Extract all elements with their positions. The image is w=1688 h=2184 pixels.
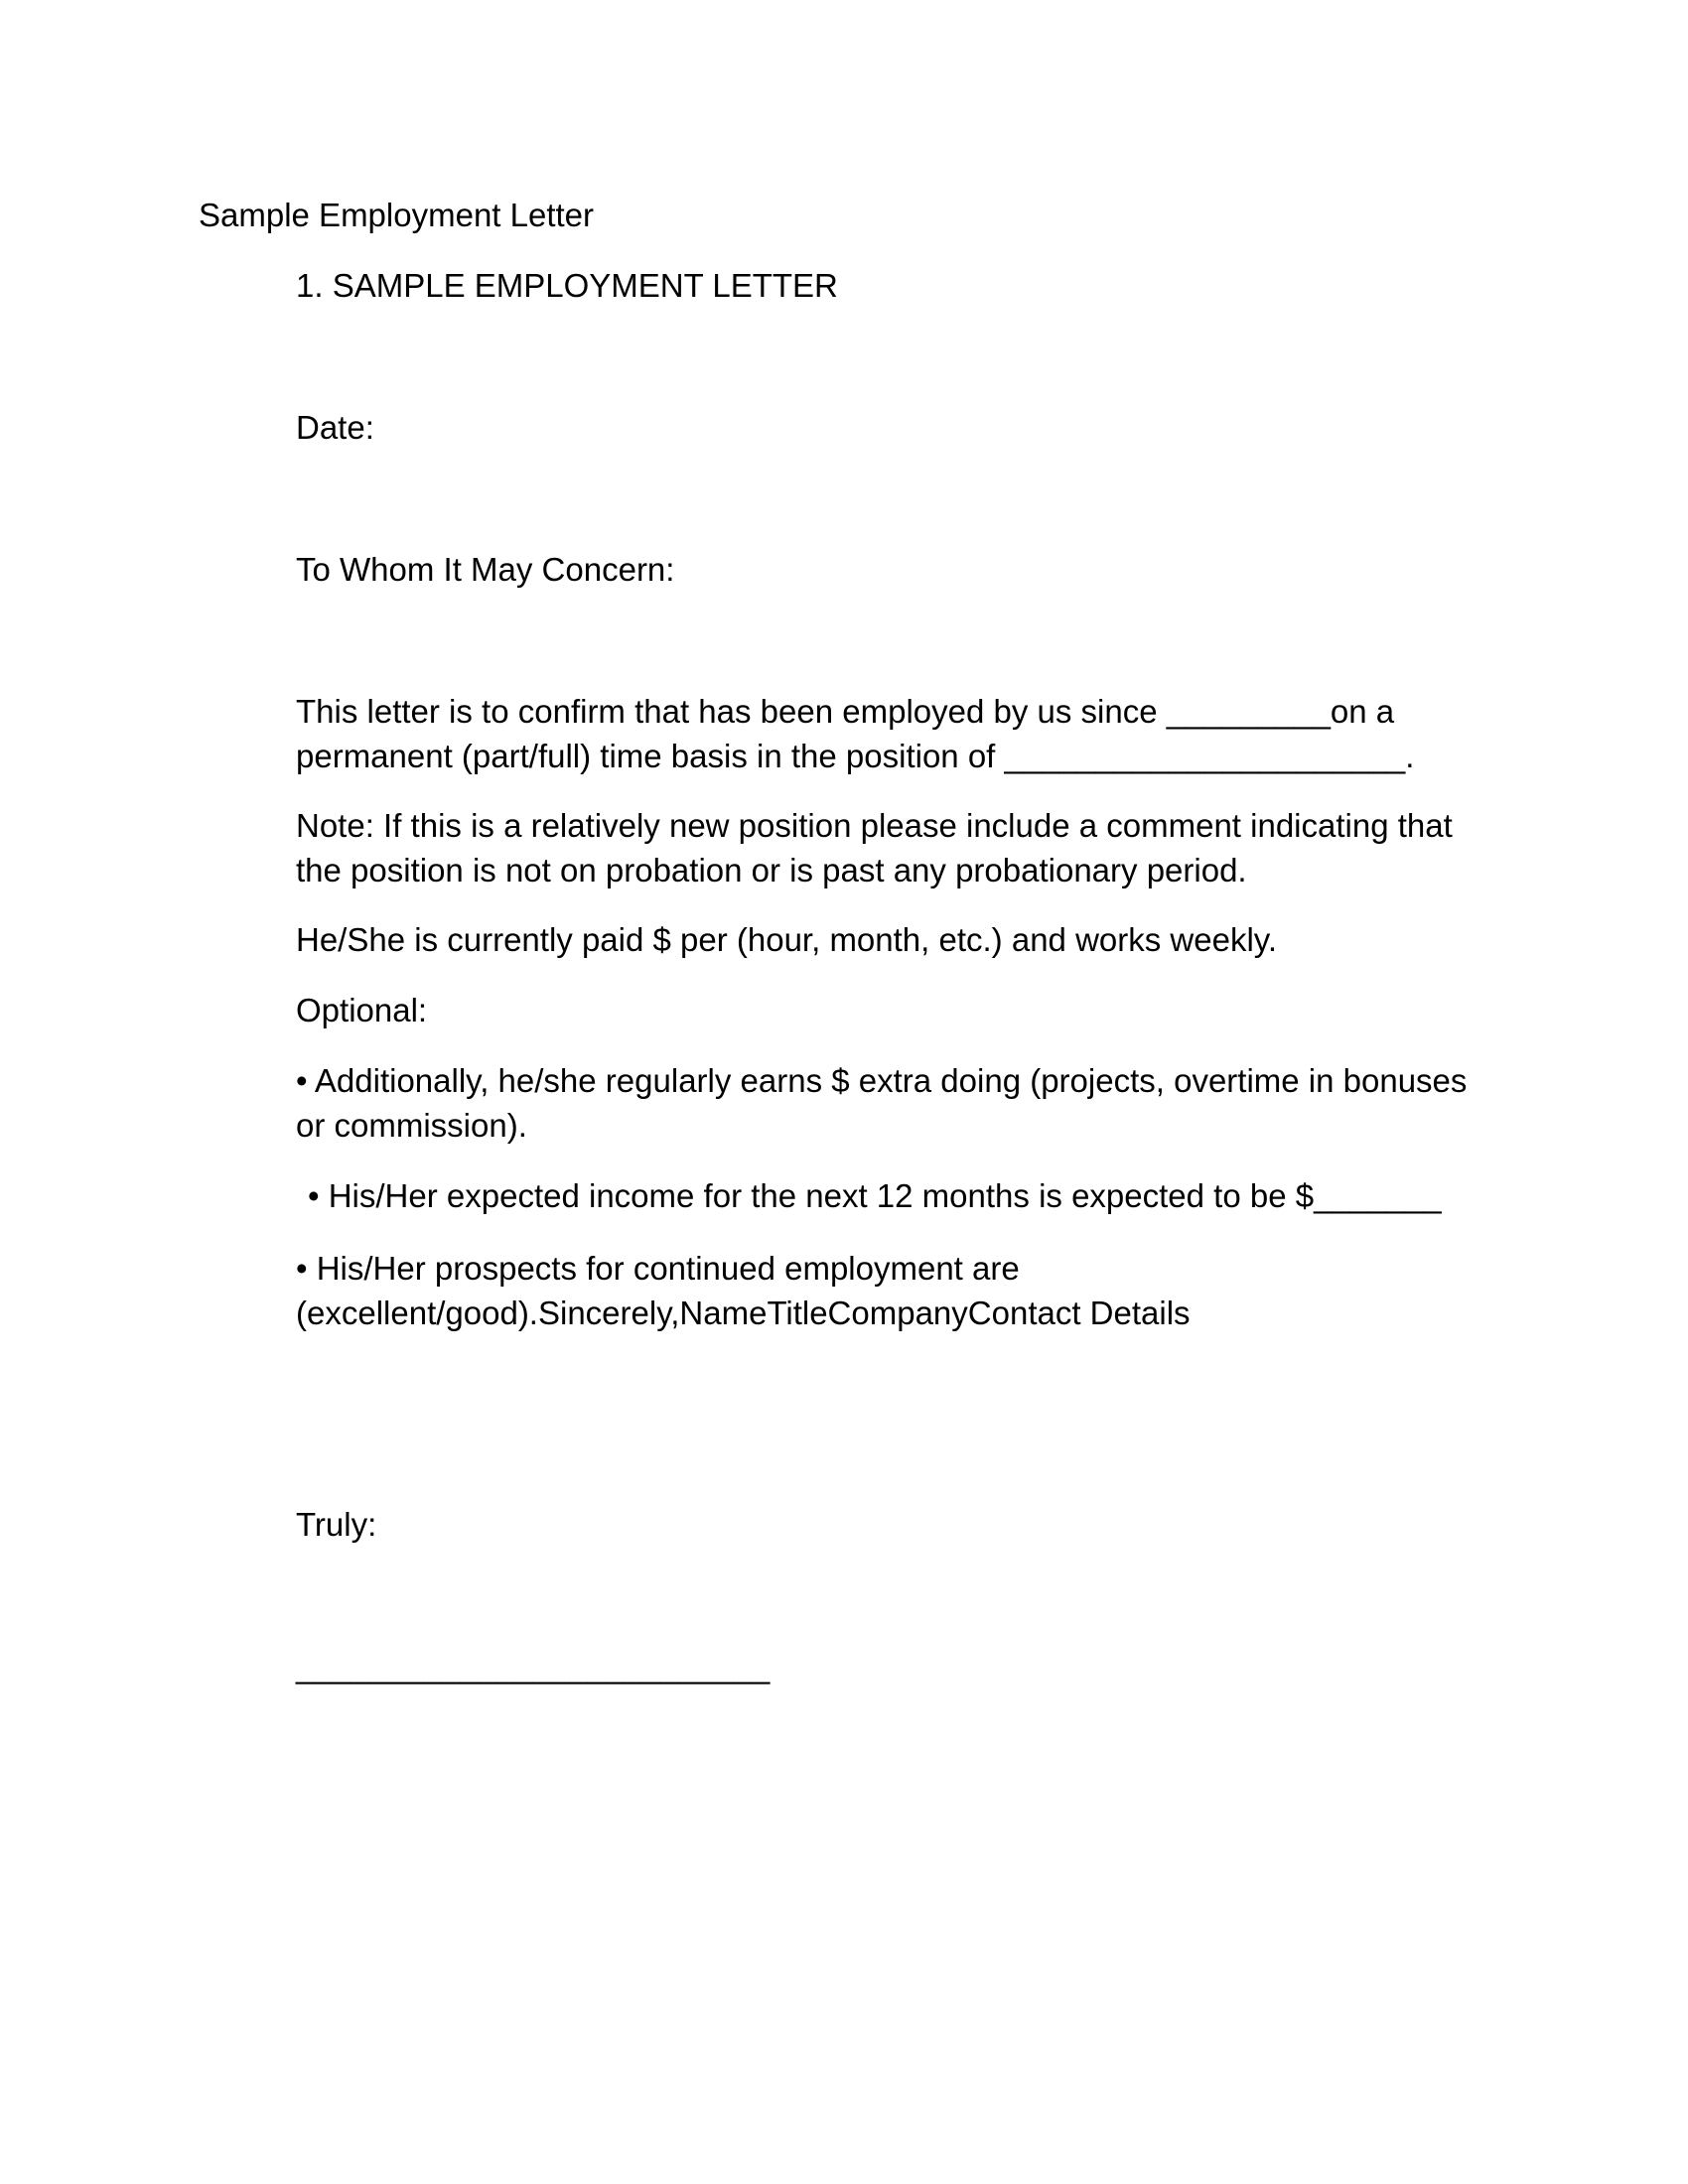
bullet-additional-earnings [296,1058,1467,1148]
date-label: Date: [296,409,374,446]
section-heading: 1. SAMPLE EMPLOYMENT LETTER [296,267,838,304]
closing: Truly: [296,1506,377,1543]
signature-line: __________________________ [296,1648,771,1685]
bullet-line: (excellent/good).Sincerely,NameTitleCompanyContact Details [296,1295,1191,1331]
bullet-line: or commission). [296,1107,527,1144]
bullet-line: • His/Her prospects for continued employment are [296,1250,1020,1287]
bullet-employment-prospects [296,1246,1191,1335]
paragraph-line: permanent (part/full) time basis in the position of ______________________. [296,738,1415,774]
paragraph-line: the position is not on probation or is past any probationary period. [296,852,1247,888]
document-header: Sample Employment Letter [199,197,595,233]
paragraph-line: Note: If this is a relatively new position please include a comment indicating that [296,807,1453,844]
bullet-line: • Additionally, he/she regularly earns $ extra doing (projects, overtime in bonuses [296,1062,1468,1099]
salutation: To Whom It May Concern: [296,551,675,588]
salary-paragraph: He/She is currently paid $ per (hour, month, etc.) and works weekly. [296,921,1278,958]
employment-confirmation-paragraph [296,689,1414,778]
optional-label: Optional: [296,992,428,1028]
bullet-expected-income: • His/Her expected income for the next 12 months is expected to be $_______ [308,1177,1442,1214]
note-paragraph [296,803,1453,892]
paragraph-line: This letter is to confirm that has been employed by us since _________on a [296,693,1395,730]
